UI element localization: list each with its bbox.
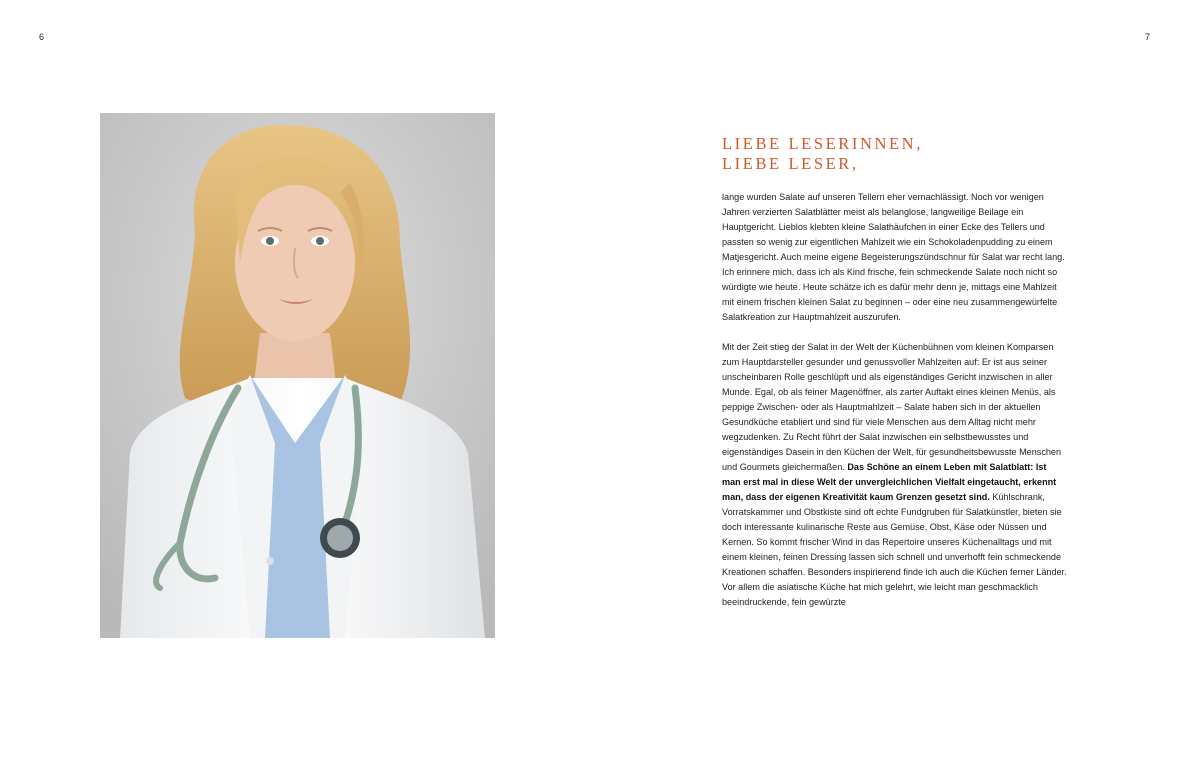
heading-line-2: LIEBE LESER, [722, 154, 859, 173]
paragraph-2-text-end: Kühlschrank, Vorratskammer und Obstkiste sind oft echte Fundgruben für Salatkünstler, bieten sie doch interessante kulinarische Reste aus Gemüse, Obst, Käse oder Nüssen und Kernen. So kommt frischer Wind in das Repertoire unseres Küchenalltags und mit einem kleinen, feinen Dressing lassen sich schnell und unverhofft fein schmeckende Kreationen schaffen. Besonders inspirierend finde ich auch die Küchen ferner Länder. Vor allem die asiatische Küche hat mich gelehrt, wie leicht man geschmacklich beeindruckende, fein gewürzte [722, 492, 1067, 607]
paragraph-2-text-start: Mit der Zeit stieg der Salat in der Welt der Küchenbühnen vom kleinen Komparsen zum Hauptdarsteller gesunder und genussvoller Mahlzeiten auf: Er ist aus seiner unscheinbaren Rolle geschlüpft und als eigenständiges Gericht inzwischen in aller Munde. Egal, ob als feiner Magenöffner, als zarter Auftakt eines kleinen Menüs, als peppige Zwischen- oder als Hauptmahlzeit – Salate haben sich in der aktuellen Gesundküche etabliert und sind für viele Menschen aus dem Alltag nicht mehr wegzudenken. Zu Recht führt der Salat inzwischen ein selbstbewusstes und eigenständiges Dasein in den Küchen der Welt, für gesundheitsbewusste Menschen und Gourmets gleichermaßen. [722, 342, 1062, 472]
page-number-right: 7 [1145, 32, 1151, 42]
heading-line-1: LIEBE LESERINNEN, [722, 134, 923, 153]
page-number-left: 6 [39, 32, 45, 42]
page-heading [722, 134, 1082, 174]
paragraph-2 [722, 340, 1067, 610]
letter-body [722, 190, 1067, 625]
doctor-portrait-photo [100, 113, 495, 638]
paragraph-1: lange wurden Salate auf unseren Tellern eher vernachlässigt. Noch vor wenigen Jahren verzierten Salatblätter meist als belanglose, langweilige Beilage ein Hauptgericht. Lieblos klebten kleine Salathäufchen in einer Ecke des Tellers und passten so wenig zur eigentlichen Mahlzeit wie ein Schokoladenpudding zu einem Matjesgericht. Auch meine eigene Begeisterungszündschnur für Salat war recht lang. Ich erinnere mich, dass ich als Kind frische, fein schmeckende Salate noch nicht so würdigte wie heute. Heute schätze ich es dafür mehr denn je, mittags eine Mahlzeit mit einem frischen kleinen Salat zu beginnen – oder eine neu zusammengewürfelte Salatkreation zur Hauptmahlzeit auszurufen. [722, 192, 1065, 322]
paragraph-2-highlight: Das Schöne an einem Leben mit Salatblatt: Ist man erst mal in diese Welt der unvergleichlichen Vielfalt eingetaucht, erkennt man, dass der eigenen Kreativität kaum Grenzen gesetzt sind. [722, 462, 1057, 502]
